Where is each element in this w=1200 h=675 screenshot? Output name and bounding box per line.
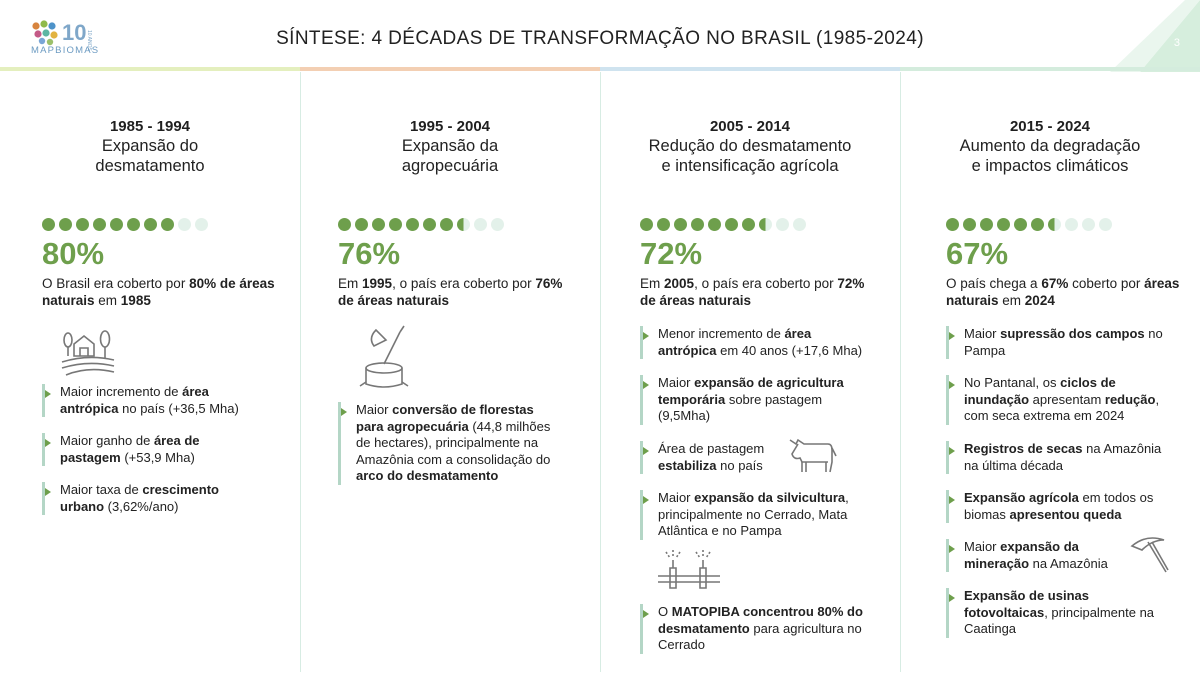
coverage-dot — [161, 218, 174, 231]
bullet-item: Expansão agrícola em todos os biomas apresentou queda — [946, 490, 1166, 523]
coverage-dot — [793, 218, 806, 231]
period-label: 2015 - 2024 — [1009, 118, 1091, 135]
coverage-dot — [93, 218, 106, 231]
header-color-bar — [0, 67, 1200, 71]
column-title: Expansão do desmatamento — [95, 137, 205, 175]
bullet-item: O MATOPIBA concentrou 80% do desmatamento para agricultura no Cerrado — [640, 604, 870, 654]
corner-decoration — [1110, 0, 1200, 72]
bullet-item: Maior incremento de área antrópica no país (+36,5 Mha) — [42, 384, 262, 417]
decade-column-1 — [0, 72, 300, 672]
header-bar-2 — [300, 67, 600, 71]
svg-text:10: 10 — [62, 20, 87, 45]
coverage-dot — [1014, 218, 1027, 231]
summary-text: O Brasil era coberto por 80% de áreas naturais em 1985 — [42, 276, 275, 308]
coverage-dots — [946, 218, 1112, 231]
header-bar-3 — [600, 67, 900, 71]
summary-text: Em 1995, o país era coberto por 76% de áreas naturais — [338, 276, 563, 308]
summary-text: O país chega a 67% coberto por áreas naturais em 2024 — [946, 276, 1180, 308]
bullet-item: Maior expansão da mineração na Amazônia — [946, 539, 1116, 572]
coverage-dot — [776, 218, 789, 231]
coverage-dot — [725, 218, 738, 231]
coverage-percent: 76% — [338, 236, 401, 271]
coverage-dot — [708, 218, 721, 231]
coverage-dot — [657, 218, 670, 231]
coverage-percent: 67% — [946, 236, 1009, 271]
coverage-dot — [1048, 218, 1061, 231]
bullet-item: Maior taxa de crescimento urbano (3,62%/ano) — [42, 482, 262, 515]
axe-stump-icon — [356, 324, 412, 390]
coverage-dot — [195, 218, 208, 231]
bullet-item: Menor incremento de área antrópica em 40 anos (+17,6 Mha) — [640, 326, 870, 359]
coverage-dot — [1031, 218, 1044, 231]
coverage-dot — [59, 218, 72, 231]
column-title: Redução do desmatamento e intensificação agrícola — [648, 137, 852, 175]
coverage-dot — [110, 218, 123, 231]
bullet-item: Maior ganho de área de pastagem (+53,9 Mha) — [42, 433, 262, 466]
coverage-dot — [691, 218, 704, 231]
bullet-item: Maior conversão de florestas para agropecuária (44,8 milhões de hectares), principalmente na Amazônia com a consolidação do arco do desmatamento — [338, 402, 558, 485]
coverage-dot — [1082, 218, 1095, 231]
bullet-item: Área de pastagem estabiliza no país — [640, 441, 780, 474]
period-label: 1985 - 1994 — [109, 118, 191, 135]
coverage-dot — [457, 218, 470, 231]
coverage-dot — [178, 218, 191, 231]
coverage-percent: 80% — [42, 236, 105, 271]
svg-text:10 ANOS: 10 ANOS — [86, 30, 92, 51]
coverage-percent: 72% — [640, 236, 703, 271]
decade-column-3 — [600, 72, 900, 672]
coverage-dot — [406, 218, 419, 231]
header-bar-4 — [900, 67, 1200, 71]
coverage-dot — [389, 218, 402, 231]
coverage-dot — [1065, 218, 1078, 231]
coverage-dot — [474, 218, 487, 231]
coverage-dot — [440, 218, 453, 231]
column-title: Expansão da agropecuária — [401, 137, 499, 175]
coverage-dot — [338, 218, 351, 231]
coverage-dot — [423, 218, 436, 231]
coverage-dot — [759, 218, 772, 231]
coverage-dots — [338, 218, 504, 231]
period-label: 1995 - 2004 — [409, 118, 491, 135]
coverage-dot — [127, 218, 140, 231]
coverage-dot — [674, 218, 687, 231]
coverage-dot — [1099, 218, 1112, 231]
coverage-dots — [42, 218, 208, 231]
summary-text: Em 2005, o país era coberto por 72% de áreas naturais — [640, 276, 865, 308]
pickaxe-icon — [1126, 532, 1170, 576]
coverage-dot — [76, 218, 89, 231]
column-title: Aumento da degradação e impactos climáticos — [959, 137, 1141, 175]
coverage-dot — [42, 218, 55, 231]
coverage-dot — [640, 218, 653, 231]
bullet-item: Maior supressão dos campos no Pampa — [946, 326, 1166, 359]
coverage-dot — [742, 218, 755, 231]
header-bar-1 — [0, 67, 300, 71]
cow-icon — [784, 434, 838, 474]
coverage-dot — [372, 218, 385, 231]
logo-text: MAPBIOMAS — [31, 45, 100, 56]
bullet-item: Expansão de usinas fotovoltaicas, principalmente na Caatinga — [946, 588, 1166, 638]
coverage-dots — [640, 218, 806, 231]
period-label: 2005 - 2014 — [709, 118, 791, 135]
bullet-item: Maior expansão da silvicultura, principalmente no Cerrado, Mata Atlântica e no Pampa — [640, 490, 870, 540]
coverage-dot — [997, 218, 1010, 231]
coverage-dot — [144, 218, 157, 231]
coverage-dot — [491, 218, 504, 231]
farm-icon — [60, 328, 116, 378]
page-title: SÍNTESE: 4 DÉCADAS DE TRANSFORMAÇÃO NO BRASIL (1985-2024) — [276, 28, 924, 49]
bullet-item: No Pantanal, os ciclos de inundação apresentam redução, com seca extrema em 2024 — [946, 375, 1174, 425]
bullet-item: Maior expansão de agricultura temporária sobre pastagem (9,5Mha) — [640, 375, 870, 425]
bullet-item: Registros de secas na Amazônia na última década — [946, 441, 1166, 474]
coverage-dot — [963, 218, 976, 231]
coverage-dot — [355, 218, 368, 231]
decade-column-2 — [300, 72, 600, 672]
page-number: 3 — [1173, 37, 1180, 49]
coverage-dot — [980, 218, 993, 231]
coverage-dot — [946, 218, 959, 231]
decade-column-4 — [900, 72, 1200, 672]
irrigation-icon — [654, 548, 724, 594]
